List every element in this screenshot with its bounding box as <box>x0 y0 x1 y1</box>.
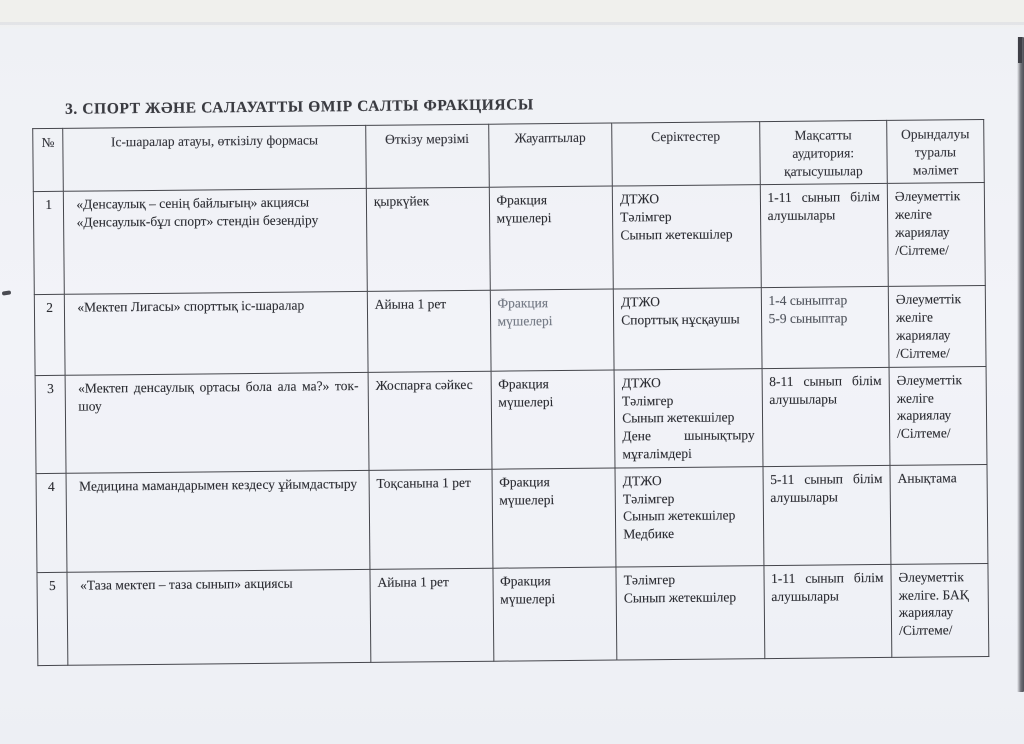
cell-event: «Мектеп Лигасы» спорттық іс-шаралар <box>65 292 368 375</box>
header-event: Іс-шаралар атауы, өткізілу формасы <box>63 125 366 191</box>
cell-num: 2 <box>34 295 65 376</box>
header-term: Өткізу мерзімі <box>366 124 489 189</box>
cell-term: Тоқсанына 1 рет <box>369 469 493 569</box>
cell-num: 1 <box>33 192 64 295</box>
cell-audience: 1-11 сынып білім алушылары <box>763 564 891 658</box>
cell-audience: 5-11 сынып білім алушылары <box>763 465 891 565</box>
table-row <box>33 183 985 295</box>
cell-partners: ДТЖО Тәлімгер Сынып жетекшілер Медбике <box>615 466 763 566</box>
table-row <box>36 464 988 572</box>
cell-audience: 1-4 сыныптар 5-9 сыныптар <box>761 287 889 368</box>
cell-term: Айына 1 рет <box>370 568 494 662</box>
cell-responsible: Фракция мүшелері <box>490 289 614 370</box>
cell-term: Жоспарға сәйкес <box>368 371 492 470</box>
cell-partners: ДТЖО Тәлімгер Сынып жетекшілер <box>612 185 760 289</box>
cell-partners: ДТЖО Тәлімгер Сынып жетекшілер Дене шынықтыру мұғалімдері <box>614 368 762 467</box>
cell-audience: 8-11 сынып білім алушылары <box>762 367 890 466</box>
header-partners: Серіктестер <box>612 122 760 187</box>
table-row <box>34 286 986 375</box>
cell-event: «Денсаулық – сенің байлығың» акциясы «Денсаулык-бұл спорт» стендін безендіру <box>64 189 367 295</box>
header-responsible: Жауаптылар <box>488 123 612 188</box>
cell-partners: Тәлімгер Сынып жетекшілер <box>616 565 764 659</box>
header-num: № <box>33 128 64 192</box>
header-result: Орындалуы туралы мәлімет <box>887 119 985 183</box>
cell-num: 3 <box>35 375 66 473</box>
header-audience: Мақсатты аудитория: қатысушылар <box>759 120 887 185</box>
cell-term: қыркүйек <box>366 188 490 292</box>
activities-table <box>32 119 989 666</box>
cell-event: «Мектеп денсаулық ортасы бола ала ма?» ток-шоу <box>66 372 369 473</box>
cell-responsible: Фракция мүшелері <box>491 370 616 469</box>
cell-audience: 1-11 сынып білім алушылары <box>760 184 888 288</box>
cell-term: Айына 1 рет <box>367 291 490 372</box>
cell-result: Анықтама <box>890 464 988 564</box>
cell-result: Әлеуметтік желіге жариялау /Сілтеме/ <box>888 286 986 367</box>
cell-result: Әлеуметтік желіге жариялау /Сілтеме/ <box>887 183 985 287</box>
page-title: 3. СПОРТ ЖӘНЕ САЛАУАТТЫ ӨМІР САЛТЫ ФРАКЦИЯСЫ <box>64 96 534 118</box>
cell-result: Әлеуметтік желіге жариялау /Сілтеме/ <box>889 366 987 465</box>
cell-responsible: Фракция мүшелері <box>489 186 614 290</box>
cell-responsible: Фракция мүшелері <box>492 567 617 661</box>
cell-num: 4 <box>36 473 67 572</box>
cell-partners: ДТЖО Спорттық нұсқаушы <box>613 288 761 370</box>
cell-responsible: Фракция мүшелері <box>492 468 617 568</box>
cell-result: Әлеуметтік желіге. БАҚ жариялау /Сілтеме/ <box>891 563 989 657</box>
cell-num: 5 <box>37 572 68 665</box>
cell-event: «Таза мектеп – таза сынып» акциясы <box>67 569 370 665</box>
table-row <box>37 563 989 665</box>
cell-event: Медицина мамандарымен кездесу ұйымдастыру <box>66 470 369 572</box>
table-header-row <box>33 119 985 192</box>
table-row <box>35 366 987 473</box>
